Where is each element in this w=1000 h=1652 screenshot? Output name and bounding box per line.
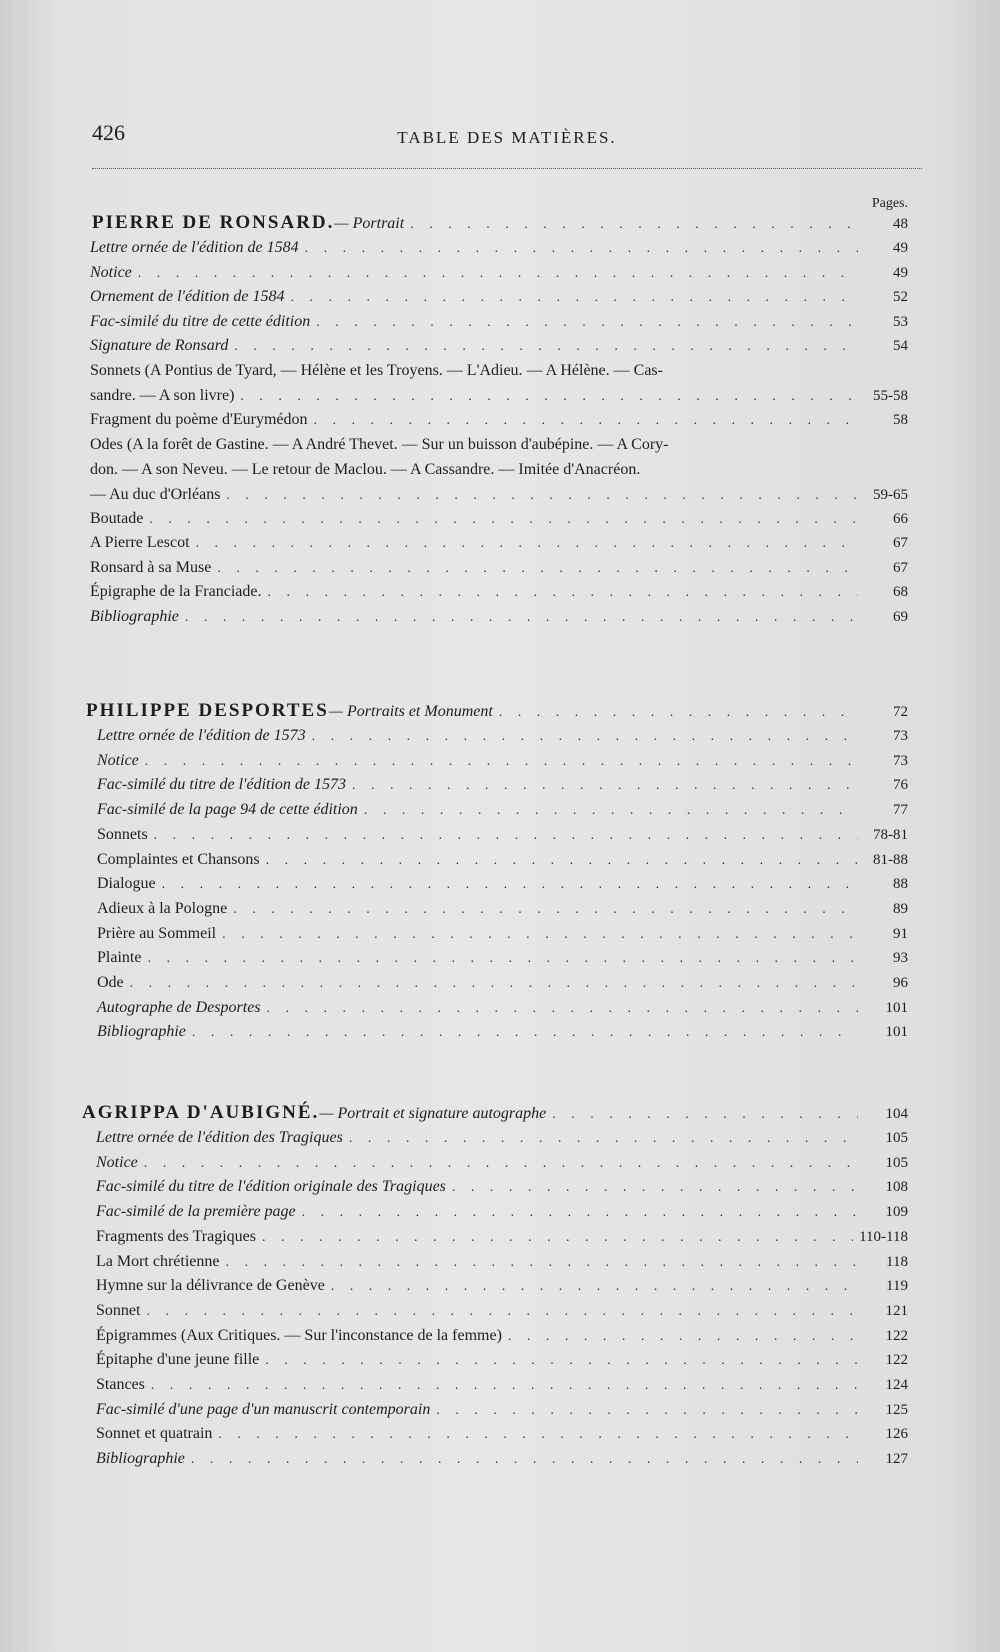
entry-title: Ode	[97, 974, 124, 991]
page-reference: 49	[893, 240, 908, 256]
page-reference: 67	[893, 535, 908, 552]
entry-title: Fac-similé du titre de l'édition originale des Tragiques	[96, 1178, 446, 1196]
dot-leader	[364, 798, 858, 823]
dot-leader	[436, 1398, 858, 1423]
toc-entry-row	[97, 822, 908, 848]
toc-entry-row	[97, 896, 908, 922]
toc-entry[interactable]	[96, 1224, 908, 1250]
page-reference: 54	[893, 338, 908, 355]
entry-title: Lettre ornée de l'édition des Tragiques	[96, 1129, 343, 1146]
page-reference: 88	[893, 876, 908, 893]
page-reference: 59-65	[873, 486, 908, 503]
author-heading-row	[86, 698, 908, 725]
page-reference: 104	[885, 1106, 908, 1122]
author-heading[interactable]	[82, 1100, 908, 1127]
page-reference: 53	[893, 313, 908, 330]
entry-title: Boutade	[90, 509, 144, 527]
toc-entry[interactable]	[96, 1125, 908, 1151]
toc-entry-row	[96, 1224, 908, 1250]
toc-entry-row	[90, 260, 908, 286]
toc-entry[interactable]	[97, 748, 908, 774]
entry-title: Adieux à la Pologne	[97, 899, 228, 917]
dot-leader	[154, 823, 858, 848]
page-reference: 76	[893, 777, 908, 794]
author-heading-subtitle: — Portrait	[334, 215, 405, 232]
page-reference: 78-81	[873, 826, 908, 843]
dot-leader	[316, 310, 858, 335]
toc-entry-row	[97, 1019, 908, 1045]
toc-entry[interactable]	[90, 358, 908, 409]
toc-entry-row	[96, 1323, 908, 1349]
toc-entry[interactable]	[96, 1421, 908, 1447]
toc-entry-row	[90, 383, 908, 409]
dot-leader	[508, 1324, 858, 1349]
toc-entry[interactable]	[97, 945, 908, 971]
page-reference: 96	[893, 975, 908, 991]
dot-leader	[149, 507, 858, 532]
toc-entry[interactable]	[96, 1273, 908, 1299]
page-reference: 91	[893, 925, 908, 942]
toc-entry-row	[90, 333, 908, 359]
page-reference: 73	[893, 728, 908, 744]
toc-entry-row	[96, 1249, 908, 1275]
entry-title: Fac-similé du titre de l'édition de 1573	[97, 776, 346, 794]
toc-entry[interactable]	[96, 1323, 908, 1349]
toc-entry-row	[90, 604, 908, 630]
toc-entry-row	[90, 482, 908, 508]
dot-leader	[410, 212, 858, 237]
dot-leader	[499, 700, 858, 725]
dot-leader	[130, 971, 858, 996]
dot-leader	[349, 1126, 858, 1151]
toc-entry-row	[97, 723, 908, 749]
entry-title: Dialogue	[97, 875, 156, 893]
page-reference: 93	[893, 950, 908, 967]
page-reference: 77	[893, 802, 908, 819]
page-reference: 122	[885, 1352, 908, 1369]
entry-title: Autographe de Desportes	[97, 998, 261, 1016]
toc-entry[interactable]	[96, 1347, 908, 1373]
entry-title: Notice	[90, 263, 132, 281]
dot-leader	[217, 556, 858, 581]
page-reference: 55-58	[873, 388, 908, 404]
page-reference: 122	[885, 1327, 908, 1344]
dot-leader	[162, 872, 858, 897]
entry-title: Plainte	[97, 949, 142, 967]
page-reference: 118	[886, 1253, 908, 1270]
author-heading-subtitle: — Portraits et Monument	[328, 703, 493, 720]
page-reference: 119	[886, 1278, 908, 1295]
author-name: PIERRE DE RONSARD.	[92, 212, 335, 233]
page-reference: 72	[893, 704, 908, 720]
dot-leader	[265, 1348, 858, 1373]
page-reference: 125	[885, 1401, 908, 1418]
toc-entry[interactable]	[90, 579, 908, 605]
dot-leader	[145, 749, 858, 774]
toc-entry[interactable]	[97, 772, 908, 798]
entry-title: La Mort chrétienne	[96, 1252, 220, 1270]
entry-title: — Au duc d'Orléans	[90, 485, 221, 503]
dot-leader	[151, 1373, 858, 1398]
toc-entry-row	[96, 1446, 908, 1472]
entry-title: Sonnet et quatrain	[96, 1425, 213, 1443]
toc-entry[interactable]	[96, 1372, 908, 1398]
toc-entry[interactable]	[97, 797, 908, 823]
toc-entry-row	[97, 748, 908, 774]
toc-entry-row	[90, 309, 908, 335]
dot-leader	[305, 236, 858, 261]
toc-entry-row	[90, 579, 908, 605]
toc-entry[interactable]	[97, 921, 908, 947]
toc-entry-row	[90, 530, 908, 556]
entry-title: Fac-similé d'une page d'un manuscrit contemporain	[96, 1400, 431, 1418]
toc-entry[interactable]	[90, 604, 908, 630]
toc-entry-row	[90, 235, 908, 261]
toc-entry[interactable]	[96, 1249, 908, 1275]
dot-leader	[226, 483, 858, 508]
entry-title: Fac-similé de la page 94 de cette édition	[97, 801, 358, 819]
toc-entry-row	[96, 1397, 908, 1423]
toc-entry[interactable]	[90, 235, 908, 261]
dot-leader	[196, 531, 858, 556]
page-reference: 69	[893, 609, 908, 625]
dot-leader	[352, 773, 858, 798]
dot-leader	[267, 580, 858, 605]
author-heading-subtitle: — Portrait et signature autographe	[319, 1105, 547, 1122]
page-reference: 121	[885, 1302, 908, 1319]
entry-title: Complaintes et Chansons	[97, 850, 260, 868]
entry-continued-line: Odes (A la forêt de Gastine. — A André Thevet. — Sur un buisson d'aubépine. — A Cory-	[90, 435, 669, 453]
toc-entry[interactable]	[90, 260, 908, 286]
toc-entry-row	[96, 1421, 908, 1447]
author-name: PHILIPPE DESPORTES	[86, 700, 329, 721]
author-heading[interactable]	[86, 698, 908, 725]
toc-entry-row	[97, 945, 908, 971]
toc-entry[interactable]	[96, 1150, 908, 1176]
dot-leader	[144, 1151, 858, 1176]
entry-continued-line: Sonnets (A Pontius de Tyard, — Hélène et les Troyens. — L'Adieu. — A Hélène. — Cas-	[90, 362, 663, 379]
dot-leader	[226, 1250, 859, 1275]
entry-title: Fac-similé du titre de cette édition	[90, 312, 311, 330]
toc-entry-row	[90, 506, 908, 532]
toc-entry[interactable]	[96, 1199, 908, 1225]
entry-title: Épigrammes (Aux Critiques. — Sur l'inconstance de la femme)	[96, 1326, 502, 1344]
entry-title: Fac-similé de la première page	[96, 1203, 296, 1221]
dot-leader	[191, 1447, 858, 1472]
toc-entry-row	[96, 1347, 908, 1373]
page-reference: 67	[893, 559, 908, 576]
page-reference: 127	[885, 1451, 908, 1468]
toc-entry-row	[90, 284, 908, 310]
dot-leader	[331, 1274, 858, 1299]
entry-title: Lettre ornée de l'édition de 1573	[97, 727, 306, 744]
dot-leader	[552, 1102, 858, 1127]
author-heading-row	[82, 1100, 908, 1127]
toc-entry-row	[97, 797, 908, 823]
author-heading[interactable]	[92, 210, 908, 237]
entry-continued-line: don. — A son Neveu. — Le retour de Maclou. — A Cassandre. — Imitée d'Anacréon.	[90, 460, 641, 478]
entry-title: Signature de Ronsard	[90, 337, 229, 355]
toc-entry[interactable]	[96, 1446, 908, 1472]
toc-entry[interactable]	[97, 822, 908, 848]
running-title: TABLE DES MATIÈRES.	[397, 128, 617, 147]
toc-entry[interactable]	[96, 1397, 908, 1423]
toc-entry[interactable]	[97, 970, 908, 996]
dot-leader	[233, 897, 858, 922]
page-reference: 49	[893, 264, 908, 281]
page-reference: 108	[885, 1179, 908, 1196]
toc-entry[interactable]	[96, 1298, 908, 1324]
toc-entry-row	[90, 555, 908, 581]
dot-leader	[185, 605, 858, 630]
toc-entry-row	[90, 407, 908, 433]
entry-title: sandre. — A son livre)	[90, 387, 235, 404]
dot-leader	[266, 848, 858, 873]
pages-column-label: Pages.	[871, 196, 908, 211]
entry-title: Ronsard à sa Muse	[90, 558, 212, 576]
header-rule	[92, 168, 922, 169]
page-header	[92, 120, 922, 156]
entry-title: Ornement de l'édition de 1584	[90, 288, 285, 306]
entry-title: Bibliographie	[96, 1450, 185, 1468]
author-name: AGRIPPA D'AUBIGNÉ.	[82, 1102, 320, 1123]
entry-title: A Pierre Lescot	[90, 534, 190, 552]
entry-title: Fragment du poème d'Eurymédon	[90, 411, 308, 429]
dot-leader	[222, 922, 858, 947]
entry-title: Bibliographie	[97, 1023, 186, 1041]
entry-title: Hymne sur la délivrance de Genève	[96, 1277, 325, 1295]
page-reference: 81-88	[873, 851, 908, 868]
toc-entry-row	[97, 995, 908, 1021]
toc-entry[interactable]	[96, 1174, 908, 1200]
toc-entry-row	[96, 1199, 908, 1225]
entry-title: Lettre ornée de l'édition de 1584	[90, 239, 299, 256]
dot-leader	[267, 996, 858, 1021]
page-reference: 110-118	[859, 1228, 908, 1245]
entry-title: Sonnets	[97, 825, 148, 843]
toc-entry[interactable]	[97, 723, 908, 749]
toc-entry[interactable]	[97, 995, 908, 1021]
page-number: 426	[92, 120, 125, 145]
toc-entry[interactable]	[90, 333, 908, 359]
page-reference: 105	[885, 1130, 908, 1146]
page-reference: 101	[885, 999, 908, 1016]
entry-title: Prière au Sommeil	[97, 924, 217, 942]
toc-entry-row	[96, 1273, 908, 1299]
page-reference: 105	[885, 1154, 908, 1171]
entry-title: Sonnet	[96, 1301, 141, 1319]
page-reference: 66	[893, 510, 908, 527]
dot-leader	[147, 946, 858, 971]
toc-entry[interactable]	[90, 506, 908, 532]
page-reference: 73	[893, 752, 908, 769]
dot-leader	[262, 1225, 853, 1250]
toc-entry-row	[96, 1372, 908, 1398]
page-reference: 52	[893, 289, 908, 306]
toc-entry-row	[96, 1150, 908, 1176]
toc-entry[interactable]	[90, 530, 908, 556]
toc-entry[interactable]	[90, 555, 908, 581]
dot-leader	[218, 1422, 858, 1447]
toc-entry-row	[96, 1125, 908, 1151]
dot-leader	[302, 1200, 858, 1225]
dot-leader	[314, 408, 859, 433]
entry-title: Bibliographie	[90, 608, 179, 625]
toc-entry[interactable]	[97, 896, 908, 922]
page-reference: 126	[885, 1426, 908, 1443]
toc-entry-row	[96, 1174, 908, 1200]
entry-title: Notice	[96, 1153, 138, 1171]
toc-entry-row	[97, 921, 908, 947]
page-reference: 89	[893, 900, 908, 917]
page-reference: 124	[885, 1377, 908, 1393]
toc-entry-row	[96, 1298, 908, 1324]
dot-leader	[146, 1299, 858, 1324]
toc-entry[interactable]	[97, 1019, 908, 1045]
page-reference: 101	[885, 1024, 908, 1041]
toc-entry[interactable]	[97, 847, 908, 873]
dot-leader	[312, 724, 858, 749]
page-reference: 109	[885, 1204, 908, 1221]
toc-entry[interactable]	[90, 407, 908, 433]
page-reference: 58	[893, 412, 908, 429]
toc-entry[interactable]	[90, 309, 908, 335]
entry-title: Épitaphe d'une jeune fille	[96, 1351, 260, 1369]
entry-title: Notice	[97, 751, 139, 769]
toc-entry[interactable]	[90, 432, 908, 508]
dot-leader	[234, 334, 858, 359]
dot-leader	[138, 261, 858, 286]
toc-entry-row	[97, 970, 908, 996]
page-reference: 48	[893, 216, 908, 232]
toc-entry-row	[97, 871, 908, 897]
toc-entry-row	[97, 772, 908, 798]
entry-title: Fragments des Tragiques	[96, 1227, 256, 1245]
author-heading-row	[92, 210, 908, 237]
toc-entry[interactable]	[97, 871, 908, 897]
dot-leader	[452, 1175, 858, 1200]
toc-entry-row	[97, 847, 908, 873]
entry-title: Stances	[96, 1376, 145, 1393]
page-reference: 68	[893, 584, 908, 601]
dot-leader	[291, 285, 859, 310]
toc-entry[interactable]	[90, 284, 908, 310]
entry-title: Épigraphe de la Franciade.	[90, 583, 262, 601]
dot-leader	[192, 1020, 858, 1045]
dot-leader	[240, 384, 858, 409]
